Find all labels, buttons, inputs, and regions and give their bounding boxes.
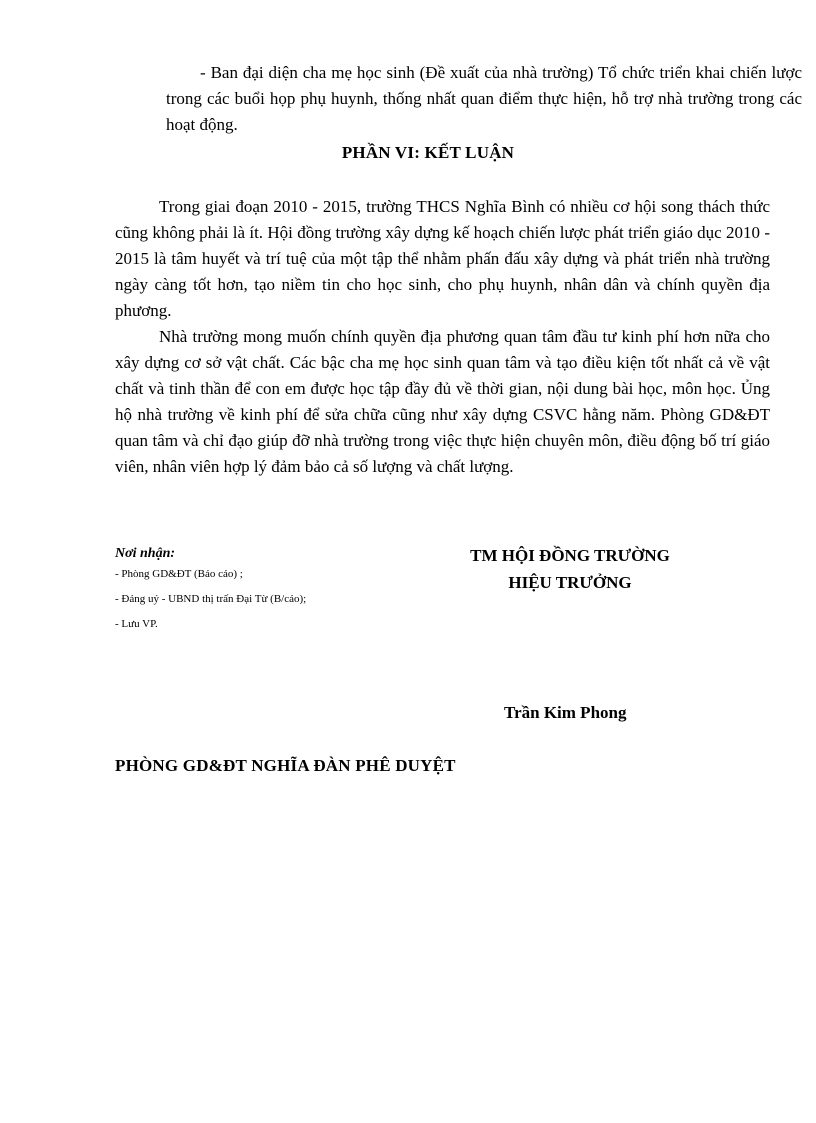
conclusion-paragraph-1: Trong giai đoạn 2010 - 2015, trường THCS Nghĩa Bình có nhiều cơ hội song thách thức cũng không phải là ít. Hội đồng trường xây dựng kế hoạch chiến lược phát triển giáo dục 2010 - 2015 là tâm huyết và trí tuệ của một tập thể nhằm phấn đấu xây dựng và phát triển nhà trường ngày càng tốt hơn, tạo niềm tin cho học sinh, cho phụ huynh, nhân dân và chính quyền địa phương. [115,197,770,320]
signer-name: Trần Kim Phong [504,703,627,722]
recipient-item: - Lưu VP. [115,618,158,630]
signature-org-line: TM HỘI ĐỒNG TRƯỜNG [470,546,670,565]
recipients-list [115,568,415,631]
section-title: PHẦN VI: KẾT LUẬN [341,143,515,162]
recipients-block [115,544,415,643]
approval-line: PHÒNG GD&ĐT NGHĨA ĐÀN PHÊ DUYỆT [115,756,456,775]
signature-title-line: HIỆU TRƯỞNG [508,573,632,592]
conclusion-paragraph-2: Nhà trường mong muốn chính quyền địa phương quan tâm đầu tư kinh phí hơn nữa cho xây dựng cơ sở vật chất. Các bậc cha mẹ học sinh quan tâm và tạo điều kiện tốt nhất cả về vật chất và tinh thần để con em được học tập đầy đủ về thời gian, nội dung bài học, môn học. Ủng hộ nhà trường về kinh phí để sửa chữa cũng như xây dựng CSVC hằng năm. Phòng GD&ĐT quan tâm và chỉ đạo giúp đỡ nhà trường trong việc thực hiện chuyên môn, điều động bố trí giáo viên, nhân viên hợp lý đảm bảo cả số lượng và chất lượng. [115,327,770,476]
recipient-item: - Phòng GD&ĐT (Báo cáo) ; [115,568,243,580]
recipients-heading: Nơi nhận: [115,546,176,561]
intro-paragraph-block [166,60,802,138]
recipient-item: - Đảng uỷ - UBND thị trấn Đại Từ (B/cáo); [115,593,307,605]
conclusion-body [115,194,770,480]
intro-paragraph: - Ban đại diện cha mẹ học sinh (Đề xuất của nhà trường) Tổ chức triển khai chiến lược trong các buổi họp phụ huynh, thống nhất quan điểm thực hiện, hỗ trợ nhà trường trong các hoạt động. [166,63,802,134]
signature-block [440,542,700,596]
